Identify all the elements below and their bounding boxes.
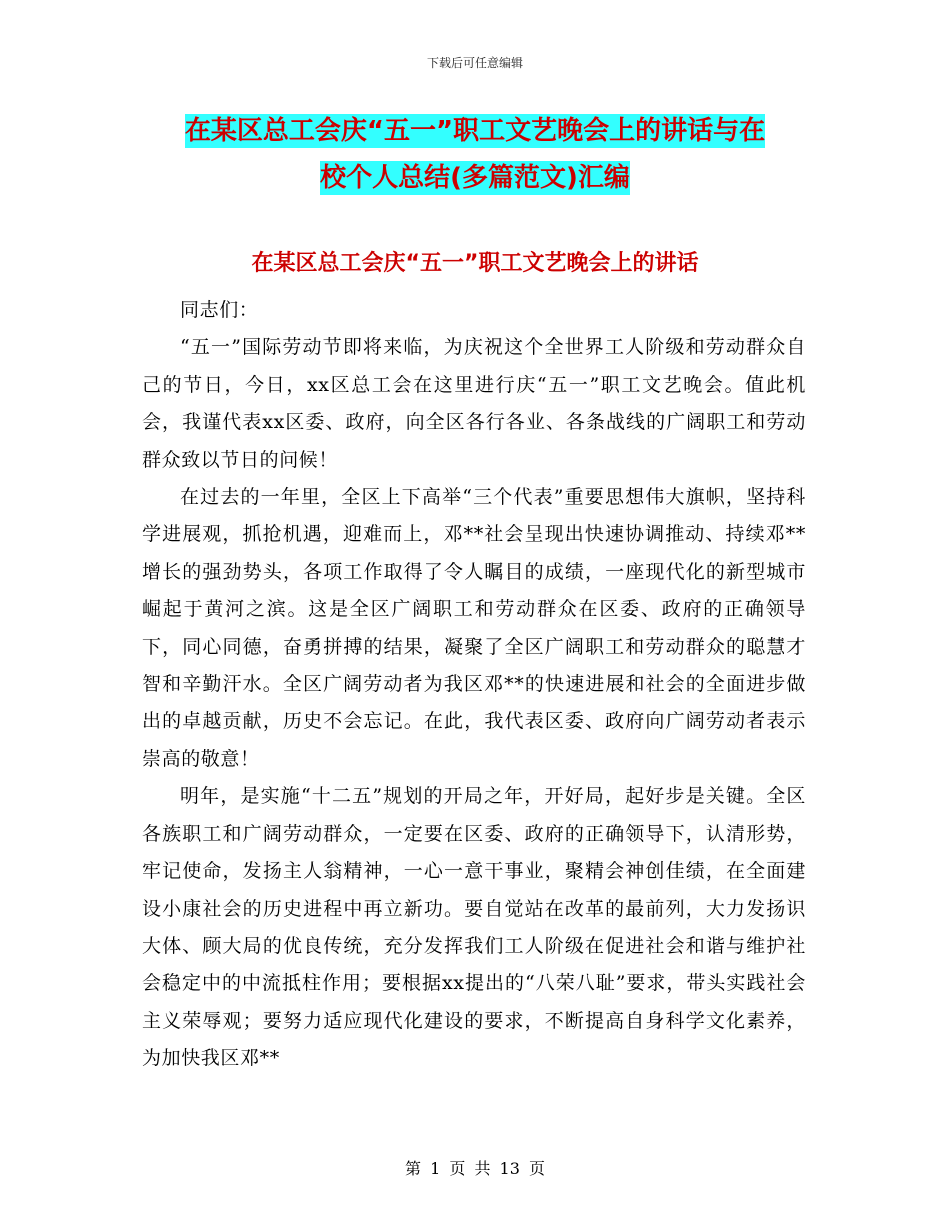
paragraph-3: 明年，是实施“十二五”规划的开局之年，开好局，起好步是关键。全区各族职工和广阔劳动群众，一定要在区委、政府的正确领导下，认清形势，牢记使命，发扬主人翁精神，一心一意干事业，聚精会神创佳绩，在全面建设小康社会的历史进程中再立新功。要自觉站在改革的最前列，大力发扬识大体、顾大局的优良传统，充分发挥我们工人阶级在促进社会和谐与维护社会稳定中的中流抵柱作用；要根据xx提出的“八荣八耻”要求，带头实践社会主义荣辱观；要努力适应现代化建设的要求，不断提高自身科学文化素养，为加快我区邓** [142, 785, 806, 1070]
document-title-line-1: 在某区总工会庆“五一”职工文艺晚会上的讲话与在 [184, 116, 766, 146]
body-text [142, 292, 806, 1078]
document-title-line-2: 校个人总结(多篇范文)汇编 [320, 163, 630, 193]
document-title [150, 108, 800, 202]
paragraph-1: “五一”国际劳动节即将来临，为庆祝这个全世界工人阶级和劳动群众自己的节日，今日，xx区总工会在这里进行庆“五一”职工文艺晚会。值此机会，我谨代表xx区委、政府，向全区各行各业、各条战线的广阔职工和劳动群众致以节日的问候！ [142, 336, 806, 471]
section-title: 在某区总工会庆“五一”职工文艺晚会上的讲话 [251, 251, 699, 276]
page-header-note: 下载后可任意编辑 [426, 56, 523, 70]
greeting: 同志们： [180, 299, 259, 321]
paragraph-2: 在过去的一年里，全区上下高举“三个代表”重要思想伟大旗帜，坚持科学进展观，抓抢机遇，迎难而上，邓**社会呈现出快速协调推动、持续邓**增长的强劲势头，各项工作取得了令人瞩目的成绩，一座现代化的新型城市崛起于黄河之滨。这是全区广阔职工和劳动群众在区委、政府的正确领导下，同心同德，奋勇拼搏的结果，凝聚了全区广阔职工和劳动群众的聪慧才智和辛勤汗水。全区广阔劳动者为我区邓**的快速进展和社会的全面进步做出的卓越贡献，历史不会忘记。在此，我代表区委、政府向广阔劳动者表示崇高的敬意！ [142, 486, 806, 770]
page-number: 第 1 页 共 13 页 [405, 1159, 545, 1178]
